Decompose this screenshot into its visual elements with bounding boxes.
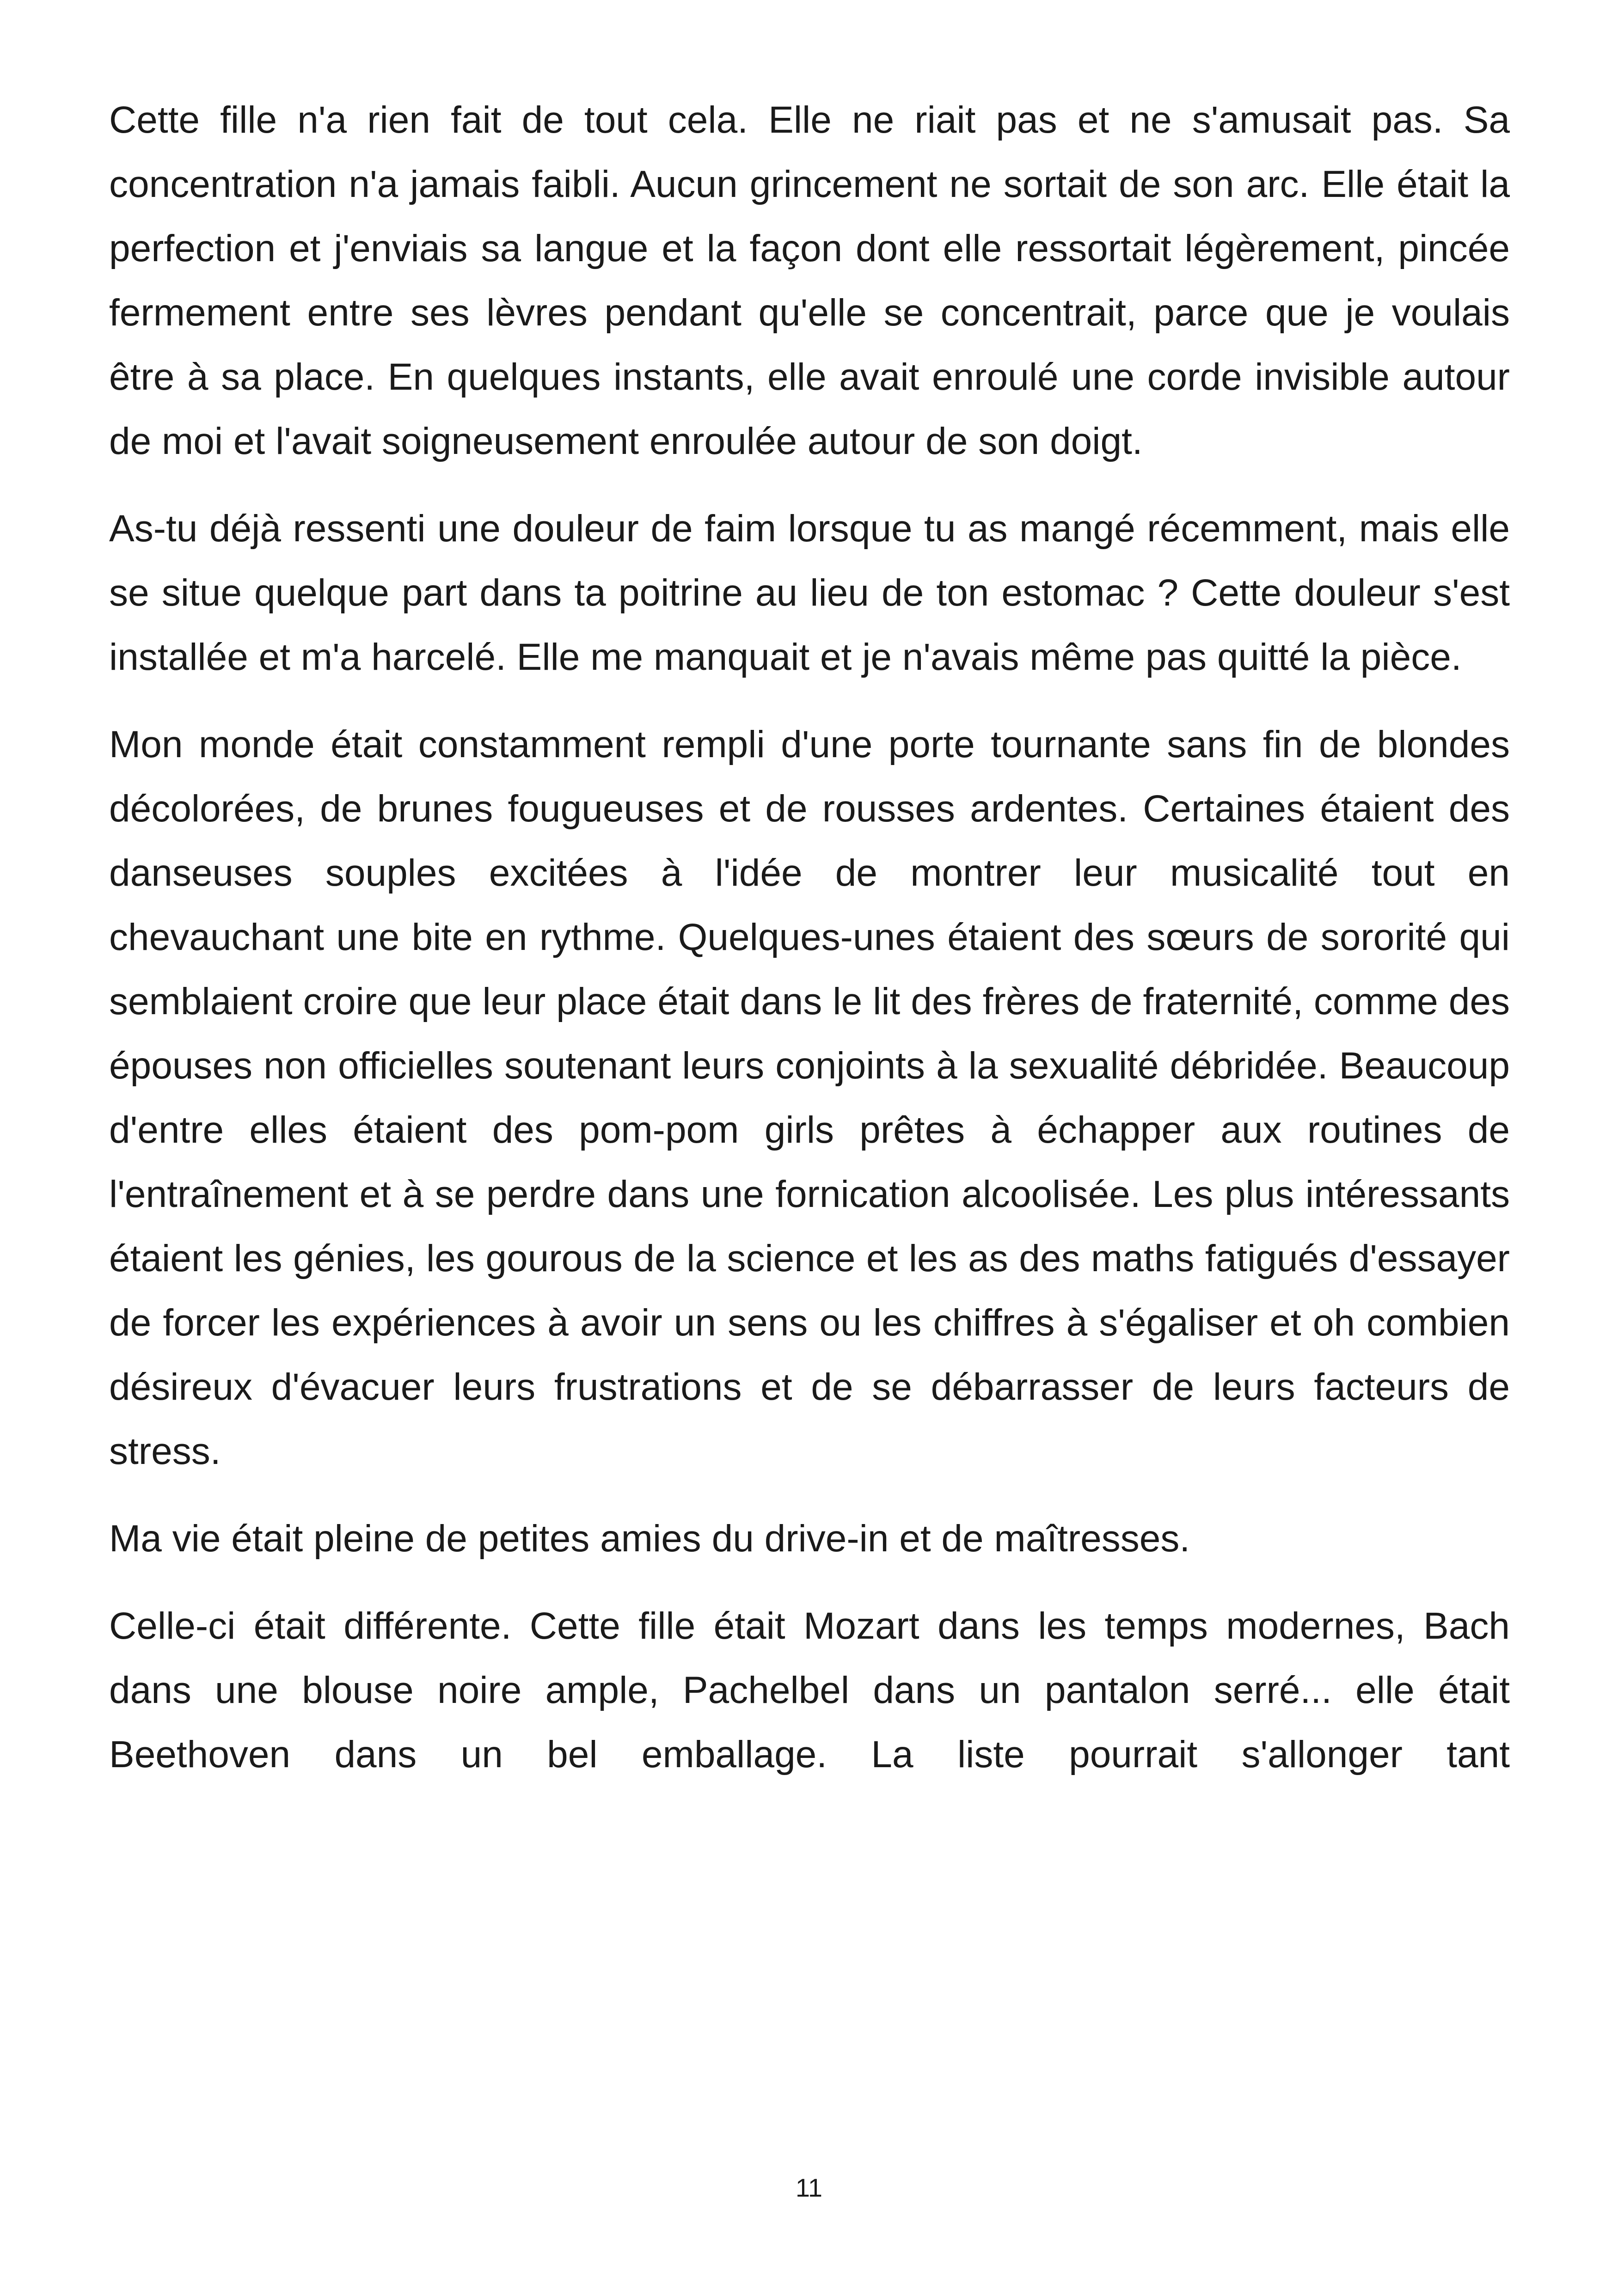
paragraph: Mon monde était constamment rempli d'une porte tournante sans fin de blondes décolorées, de brunes fougueuses et de rousses ardentes. Certaines étaient des danseuses souples excitées à l'idée de montrer leur musicalité tout en chevauchant une bite en rythme. Quelques-unes étaient des sœurs de sororité qui semblaient croire que leur place était dans le lit des frères de fraternité, comme des épouses non officielles soutenant leurs conjoints à la sexualité débridée. Beaucoup d'entre elles étaient des pom-pom girls prêtes à échapper aux routines de l'entraînement et à se perdre dans une fornication alcoolisée. Les plus intéressants étaient les génies, les gourous de la science et les as des maths fatigués d'essayer de forcer les expériences à avoir un sens ou les chiffres à s'égaliser et oh combien désireux d'évacuer leurs frustrations et de se débarrasser de leurs facteurs de stress.	[109, 723, 1510, 1472]
paragraph: As-tu déjà ressenti une douleur de faim lorsque tu as mangé récemment, mais elle se situe quelque part dans ta poitrine au lieu de ton estomac ? Cette douleur s'est installée et m'a harcelé. Elle me manquait et je n'avais même pas quitté la pièce.	[109, 508, 1510, 678]
body-text	[109, 88, 1510, 1787]
paragraph: Cette fille n'a rien fait de tout cela. Elle ne riait pas et ne s'amusait pas. Sa concentration n'a jamais faibli. Aucun grincement ne sortait de son arc. Elle était la perfection et j'enviais sa langue et la façon dont elle ressortait légèrement, pincée fermement entre ses lèvres pendant qu'elle se concentrait, parce que je voulais être à sa place. En quelques instants, elle avait enroulé une corde invisible autour de moi et l'avait soigneusement enroulée autour de son doigt.	[109, 99, 1510, 462]
page-number: 11	[795, 2173, 823, 2202]
paragraph: Ma vie était pleine de petites amies du drive-in et de maîtresses.	[109, 1518, 1190, 1560]
paragraph: Celle-ci était différente. Cette fille était Mozart dans les temps modernes, Bach dans une blouse noire ample, Pachelbel dans un pantalon serré... elle était Beethoven dans un bel emballage. La liste pourrait s'allonger tant	[109, 1605, 1510, 1776]
